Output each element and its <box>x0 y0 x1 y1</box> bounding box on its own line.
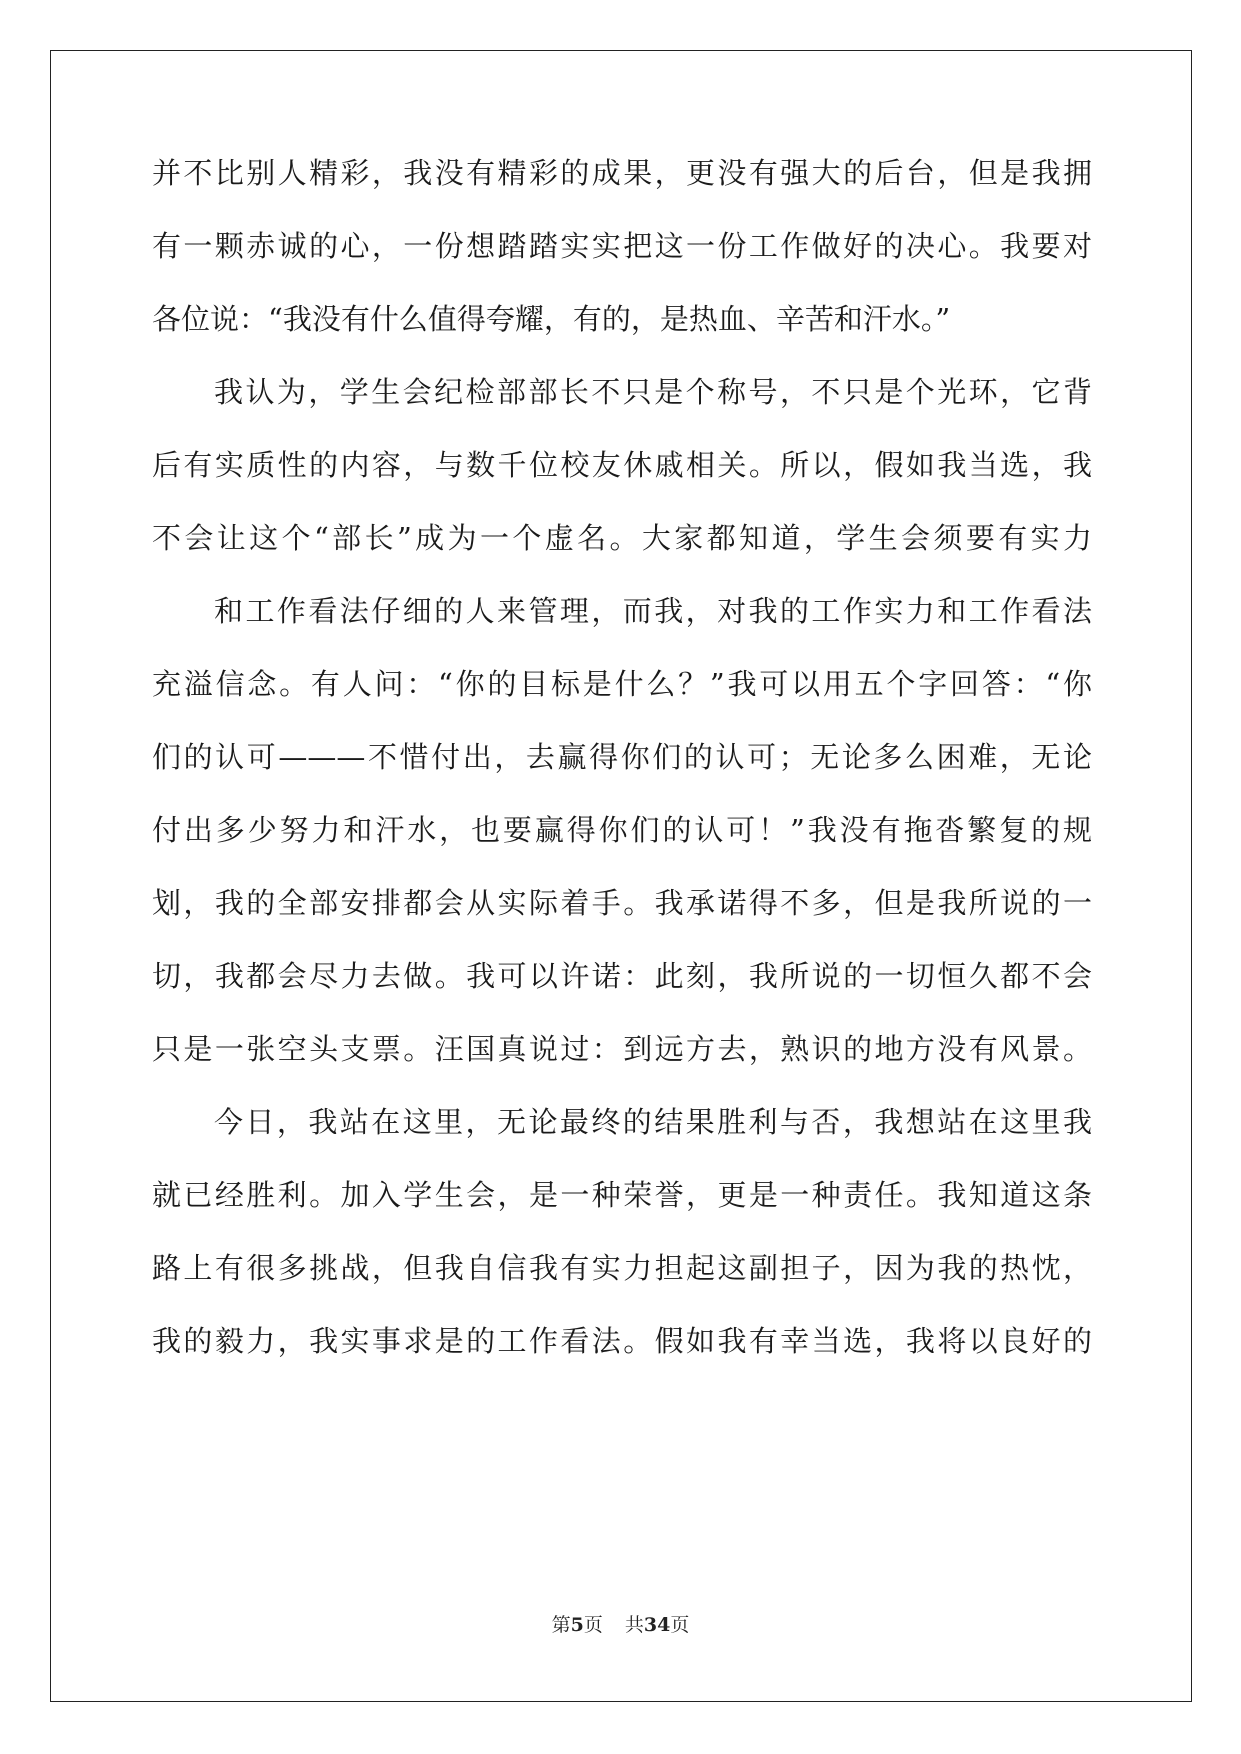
text-line: 后有实质性的内容，与数千位校友休戚相关。所以，假如我当选，我 <box>152 448 1092 482</box>
total-prefix: 共 <box>624 1614 644 1636</box>
paragraph-first-line: 我认为，学生会纪检部部长不只是个称号，不只是个光环，它背 <box>214 375 1092 409</box>
total-suffix: 页 <box>670 1614 690 1636</box>
text-line: 我的毅力，我实事求是的工作看法。假如我有幸当选，我将以良好的 <box>152 1324 1092 1358</box>
text-line: 充溢信念。有人问：“你的目标是什么？”我可以用五个字回答：“你 <box>152 667 1092 701</box>
page-prefix: 第 <box>551 1614 571 1636</box>
text-line: 不会让这个“部长”成为一个虚名。大家都知道，学生会须要有实力 <box>152 521 1092 555</box>
text-line: 路上有很多挑战，但我自信我有实力担起这副担子，因为我的热忱， <box>152 1251 1092 1285</box>
paragraph-first-line: 和工作看法仔细的人来管理，而我，对我的工作实力和工作看法 <box>214 594 1092 628</box>
text-line: 各位说：“我没有什么值得夸耀，有的，是热血、辛苦和汗水。” <box>152 302 951 336</box>
text-line: 有一颗赤诚的心，一份想踏踏实实把这一份工作做好的决心。我要对 <box>152 229 1092 263</box>
page-footer <box>0 1613 1241 1637</box>
text-line: 们的认可———不惜付出，去赢得你们的认可；无论多么困难，无论 <box>152 740 1092 774</box>
text-line: 切，我都会尽力去做。我可以许诺：此刻，我所说的一切恒久都不会 <box>152 959 1092 993</box>
page-number: 5 <box>570 1614 584 1636</box>
text-line: 只是一张空头支票。汪国真说过：到远方去，熟识的地方没有风景。 <box>152 1032 1092 1066</box>
text-line: 并不比别人精彩，我没有精彩的成果，更没有强大的后台，但是我拥 <box>152 156 1092 190</box>
text-line: 划，我的全部安排都会从实际着手。我承诺得不多，但是我所说的一 <box>152 886 1092 920</box>
text-line: 就已经胜利。加入学生会，是一种荣誉，更是一种责任。我知道这条 <box>152 1178 1092 1212</box>
paragraph-first-line: 今日，我站在这里，无论最终的结果胜利与否，我想站在这里我 <box>214 1105 1092 1139</box>
page-border <box>50 50 1192 1702</box>
total-pages: 34 <box>643 1614 671 1636</box>
text-line: 付出多少努力和汗水，也要赢得你们的认可！”我没有拖沓繁复的规 <box>152 813 1092 847</box>
page-suffix: 页 <box>583 1614 603 1636</box>
